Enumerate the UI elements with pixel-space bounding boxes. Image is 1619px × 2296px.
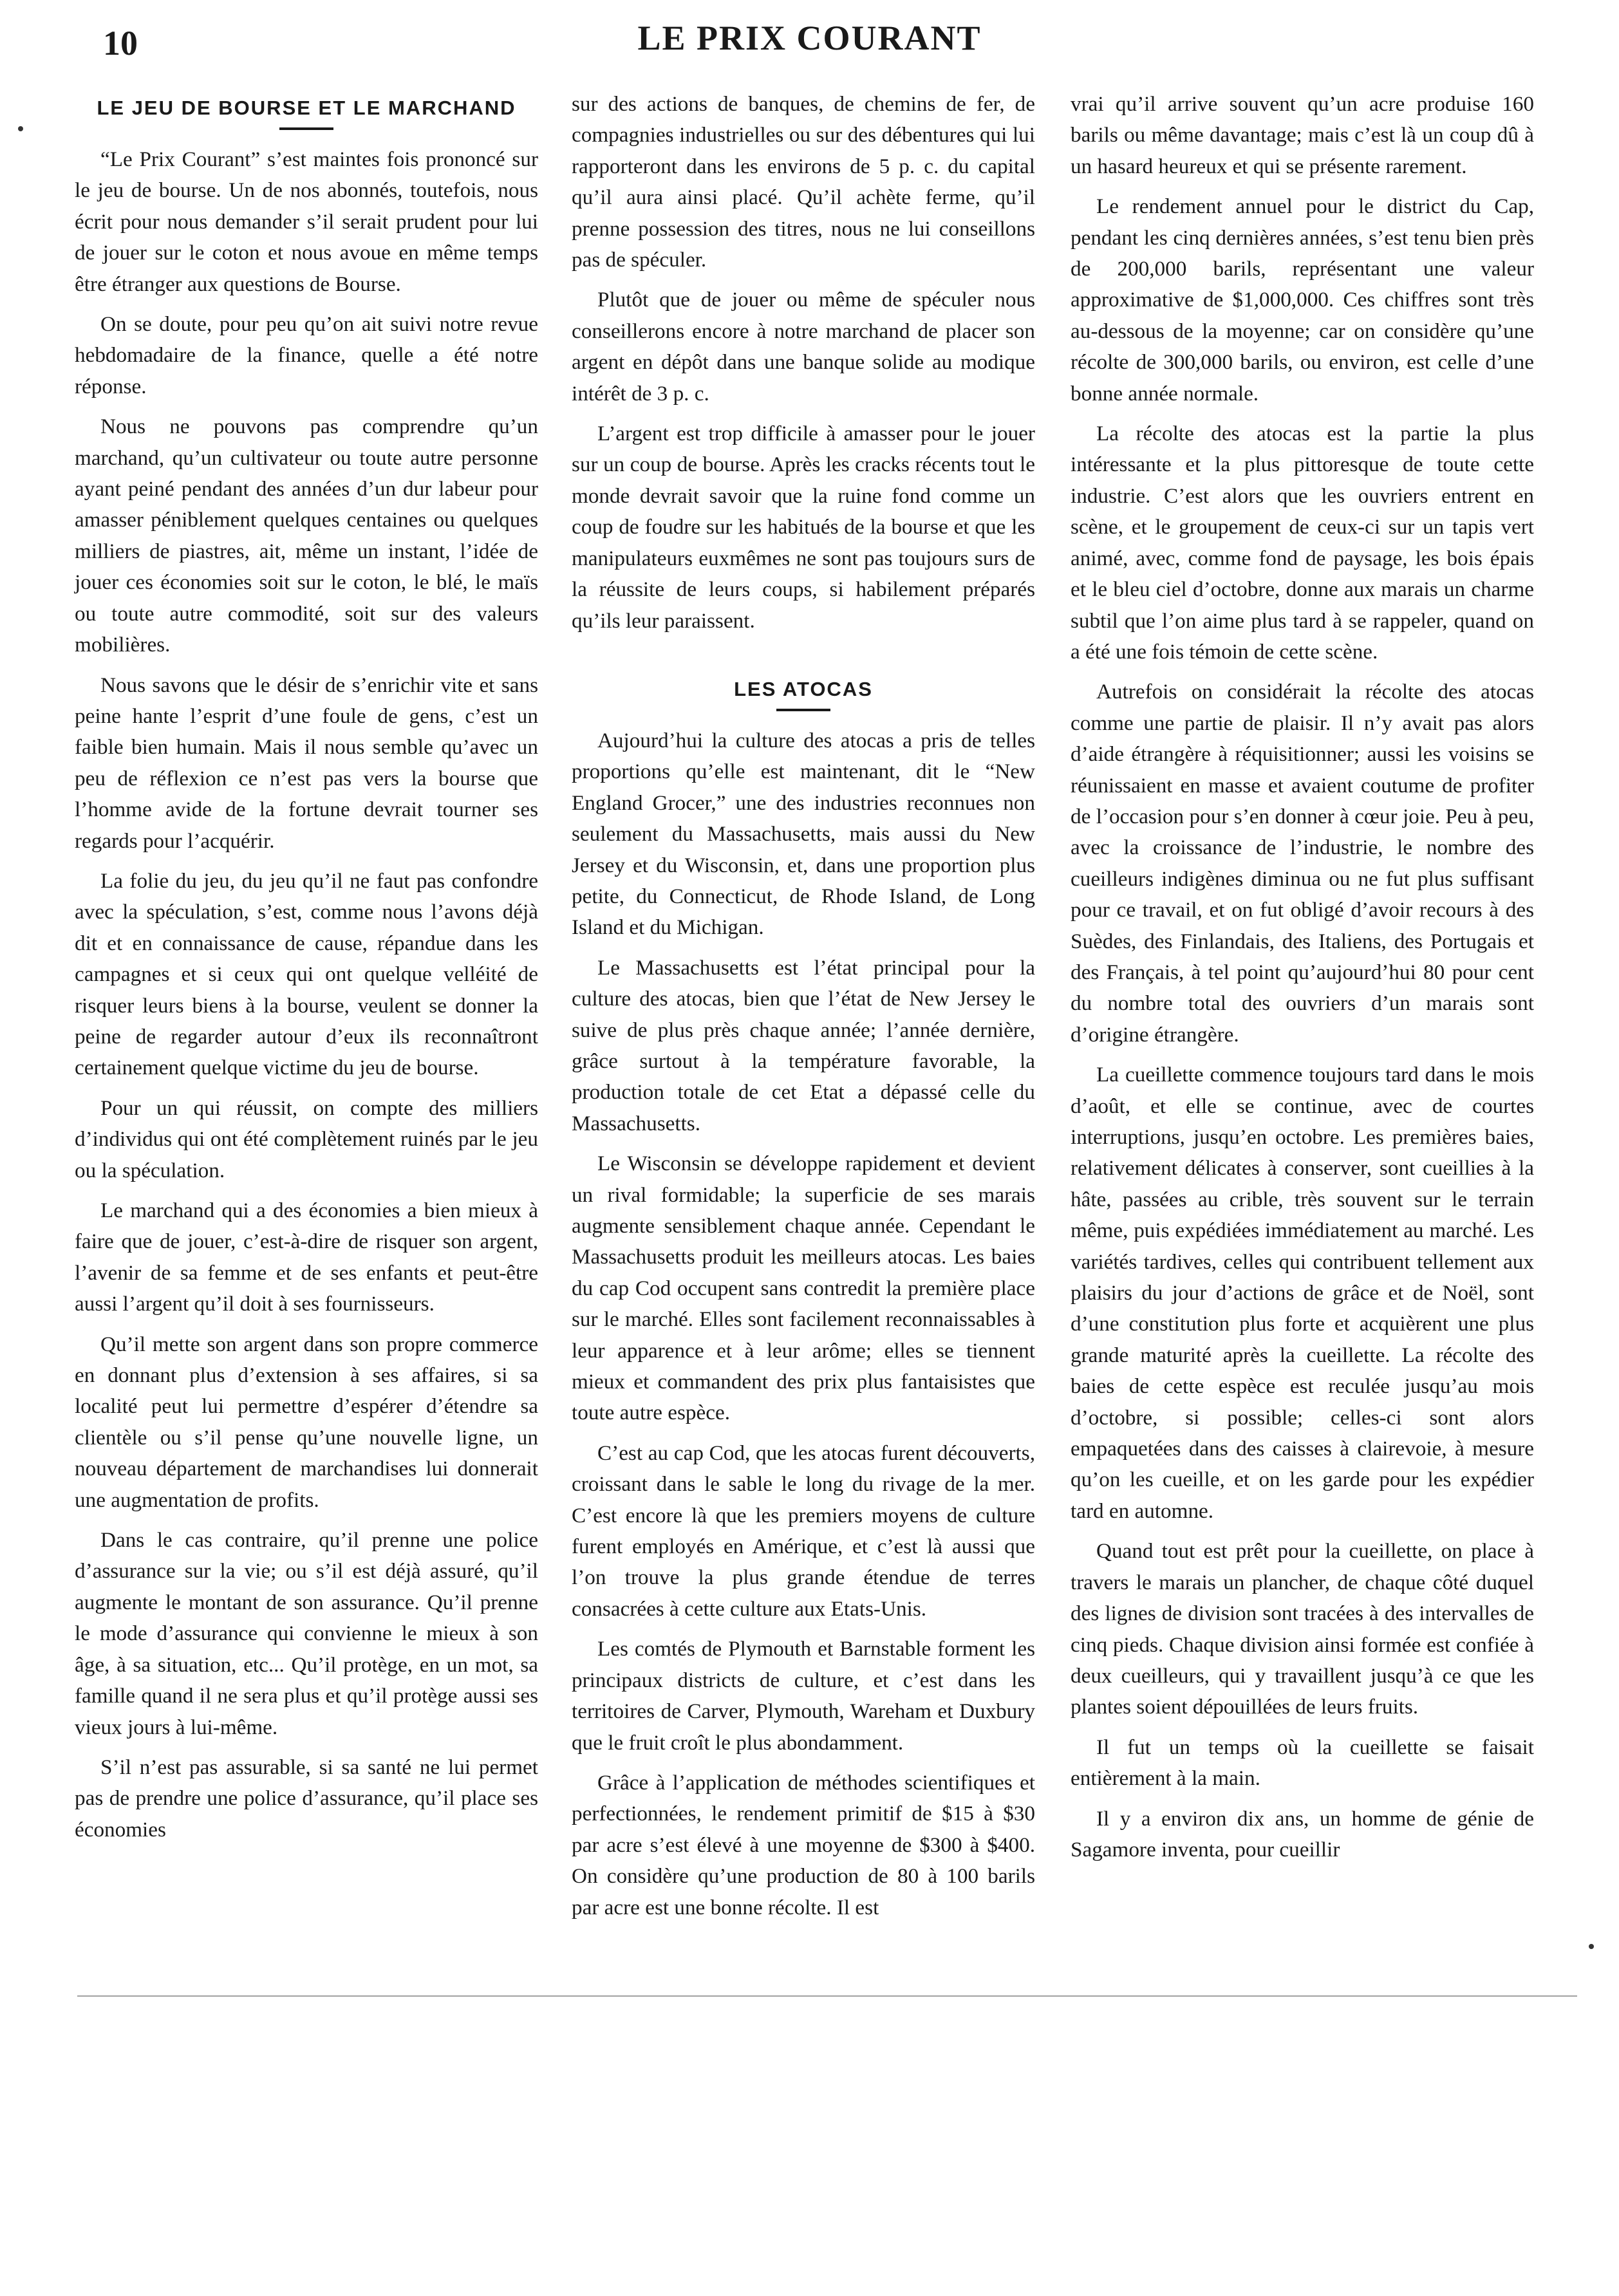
- fold-crease: [77, 1995, 1577, 1997]
- paragraph: S’il n’est pas assurable, si sa santé ne lui permet pas de prendre une police d’assurance, qu’il place ses économies: [75, 1755, 538, 1842]
- article-title: LES ATOCAS: [734, 677, 873, 700]
- paragraph: Quand tout est prêt pour la cueillette, on place à travers le marais un plancher, de chaque côté duquel des lignes de division sont tracées à des intervalles de cinq pieds. Chaque division ainsi formée est confiée à deux cueilleurs, qui y travaillent jusqu’à ce que les plantes soient dépouillées de leurs fruits.: [1071, 1539, 1534, 1719]
- paragraph: L’argent est trop difficile à amasser pour le jouer sur un coup de bourse. Après les cracks récents tout le monde devrait savoir que la ruine fond comme un coup de foudre sur les habitués de la bourse et que les manipulateurs euxmêmes ne sont pas toujours surs de la réussite de leurs coups, si habilement préparés qu’ils leur paraissent.: [572, 422, 1035, 633]
- paragraph: Pour un qui réussit, on compte des milliers d’individus qui ont été complètement ruinés par le jeu ou la spéculation.: [75, 1096, 538, 1182]
- paragraph: Le rendement annuel pour le district du Cap, pendant les cinq dernières années, s’est tenu bien près de 200,000 barils, représentant une valeur approximative de $1,000,000. Ces chiffres sont très au-dessous de la moyenne; car on considère qu’une récolte de 300,000 barils, ou environ, est celle d’une bonne année normale.: [1071, 194, 1534, 406]
- column-3: [1071, 89, 1534, 1874]
- paragraph: Aujourd’hui la culture des atocas a pris de telles proportions qu’elle est maintenant, dit le “New England Grocer,” une des industries reconnues non seulement du Massachusetts, mais aussi du New Jersey et du Wisconsin, et, dans une proportion plus petite, du Connecticut, de Rhode Island, de Long Island et du Michigan.: [572, 728, 1035, 940]
- paragraph: Le marchand qui a des économies a bien mieux à faire que de jouer, c’est-à-dire de risquer son argent, l’avenir de sa femme et de ses enfants et peut-être aussi l’argent qu’il doit à ses fournisseurs.: [75, 1199, 538, 1316]
- paragraph: Plutôt que de jouer ou même de spéculer nous conseillerons encore à notre marchand de placer son argent en dépôt dans une banque solide au modique intérêt de 3 p. c.: [572, 288, 1035, 406]
- paragraph: Dans le cas contraire, qu’il prenne une police d’assurance sur la vie; ou s’il est déjà assuré, qu’il augmente le montant de son assurance. Qu’il prenne le mode d’assurance qui convienne le mieux à son âge, à sa situation, etc... Qu’il protège, en un mot, sa famille quand il ne sera plus et qu’il protège aussi ses vieux jours à lui-même.: [75, 1528, 538, 1739]
- paragraph: “Le Prix Courant” s’est maintes fois prononcé sur le jeu de bourse. Un de nos abonnés, toutefois, nous écrit pour nous demander s’il serait prudent pour lui de jouer sur le coton et nous avoue en même temps être étranger aux questions de Bourse.: [75, 147, 538, 296]
- paragraph: Il y a environ dix ans, un homme de génie de Sagamore inventa, pour cueillir: [1071, 1806, 1534, 1862]
- margin-speck: [18, 126, 23, 131]
- paragraph: Il fut un temps où la cueillette se faisait entièrement à la main.: [1071, 1735, 1534, 1791]
- paragraph: Nous savons que le désir de s’enrichir vite et sans peine hante l’esprit d’une foule de gens, c’est un faible bien humain. Mais il nous semble qu’avec un peu de réflexion ce n’est pas vers la bourse que l’homme avide de la fortune devrait tourner ses regards pour l’acquérir.: [75, 673, 538, 853]
- section-gap: [572, 646, 1035, 670]
- paragraph: La cueillette commence toujours tard dans le mois d’août, et elle se continue, avec de courtes interruptions, jusqu’en octobre. Les premières baies, relativement délicates à conserver, sont cueillies à la hâte, passées au crible, très souvent sur le terrain même, puis expédiées immédiatement au marché. Les variétés tardives, celles qui contribuent tellement aux plaisirs du jour d’actions de grâce et de Noël, sont d’une constitution plus forte et acquièrent une plus grande maturité après la cueillette. La récolte des baies de cette espèce est reculée jusqu’au mois d’octobre, si possible; celles-ci sont alors empaquetées dans des caisses à clairevoie, à mesure qu’on les cueille, et on les garde pour les expédier tard en automne.: [1071, 1063, 1534, 1523]
- paragraph: Qu’il mette son argent dans son propre commerce en donnant plus d’extension à ses affaires, si sa localité peut lui permettre d’espérer d’étendre sa clientèle ou s’il pense qu’une nouvelle ligne, un nouveau département de marchandises lui donnerait une augmentation de profits.: [75, 1332, 538, 1512]
- title-rule: [776, 709, 830, 711]
- paragraph: C’est au cap Cod, que les atocas furent découverts, croissant dans le sable le long du rivage de la mer. C’est encore là que les premiers moyens de culture furent employés en Amérique, et c’est là aussi que l’on trouve la plus grande étendue de terres consacrées à cette culture aux Etats-Unis.: [572, 1441, 1035, 1621]
- page-number: 10: [103, 24, 138, 62]
- paragraph: La récolte des atocas est la partie la plus intéressante et la plus pittoresque de toute cette industrie. C’est alors que les ouvriers entrent en scène, et le groupement de ceux-ci sur un tapis vert animé, avec, comme fond de paysage, les bois épais et le bleu ciel d’octobre, donne aux marais un charme subtil que l’on aime plus tard à se rappeler, quand on a été une fois témoin de cette scène.: [1071, 422, 1534, 664]
- paragraph: On se doute, pour peu qu’on ait suivi notre revue hebdomadaire de la finance, quelle a été notre réponse.: [75, 312, 538, 398]
- paragraph: Grâce à l’application de méthodes scientifiques et perfectionnées, le rendement primitif de $15 à $30 par acre s’est élevé à une moyenne de $300 à $400. On considère qu’une production de 80 à 100 barils par acre est une bonne récolte. Il est: [572, 1770, 1035, 1919]
- margin-speck: [1589, 1944, 1594, 1949]
- paragraph-continued: vrai qu’il arrive souvent qu’un acre produise 160 barils ou même davantage; mais c’est là un coup dû à un hasard heureux et qui se présente rarement.: [1071, 92, 1534, 178]
- column-2: [572, 89, 1035, 1932]
- paragraph: Le Wisconsin se développe rapidement et devient un rival formidable; la superficie de ses marais augmente sensiblement chaque année. Cependant le Massachusetts produit les meilleurs atocas. Les baies du cap Cod occupent sans contredit la première place sur le marché. Elles sont facilement reconnaissables à leur apparence et à leur arôme; elles se tiennent mieux et commandent des prix plus fantaisistes que toute autre espèce.: [572, 1152, 1035, 1425]
- paragraph: Le Massachusetts est l’état principal pour la culture des atocas, bien que l’état de New Jersey le suive de plus près chaque année; l’année dernière, grâce surtout à la température favorable, la production totale de cet Etat a dépassé celle du Massachusetts.: [572, 955, 1035, 1135]
- paragraph: Les comtés de Plymouth et Barnstable forment les principaux districts de culture, et c’est dans les territoires de Carver, Plymouth, Wareham et Duxbury que le fruit croît le plus abondamment.: [572, 1637, 1035, 1755]
- paragraph-continued: sur des actions de banques, de chemins de fer, de compagnies industrielles ou sur des débentures qui lui rapporteront dans les environs de 5 p. c. du capital qu’il aura ainsi placé. Qu’il achète ferme, qu’il prenne possession des titres, nous ne lui conseillons pas de spéculer.: [572, 92, 1035, 272]
- column-1: [75, 89, 538, 1854]
- paragraph: La folie du jeu, du jeu qu’il ne faut pas confondre avec la spéculation, s’est, comme nous l’avons déjà dit et en connaissance de cause, répandue dans les campagnes et si ceux qui ont quelque velléité de risquer leurs biens à la bourse, veulent se donner la peine de regarder autour d’eux ils reconnaîtront certainement quelque victime du jeu de bourse.: [75, 868, 538, 1080]
- title-rule: [279, 127, 333, 130]
- paragraph: Autrefois on considérait la récolte des atocas comme une partie de plaisir. Il n’y avait pas alors d’aide étrangère à réquisitionner; aussi les voisins se réunissaient en masse et avaient coutume de profiter de l’occasion pour s’en donner à cœur joie. Peu à peu, avec la croissance de l’industrie, le nombre des cueilleurs indigènes diminua ou ne fut plus suffisant pour ce travail, et on fut obligé d’avoir recours à des Suèdes, des Finlandais, des Italiens, des Portugais et des Français, à tel point qu’aujourd’hui 80 pour cent du nombre total des ouvriers d’un marais sont d’origine étrangère.: [1071, 680, 1534, 1047]
- running-head: LE PRIX COURANT: [637, 19, 982, 57]
- article-title: LE JEU DE BOURSE ET LE MARCHAND: [97, 97, 516, 119]
- paragraph: Nous ne pouvons pas comprendre qu’un marchand, qu’un cultivateur ou toute autre personne ayant peiné pendant des années d’un dur labeur pour amasser péniblement quelques centaines ou quelques milliers de piastres, ait, même un instant, l’idée de jouer ces économies soit sur le coton, le blé, le maïs ou toute autre commodité, soit sur des valeurs mobilières.: [75, 415, 538, 657]
